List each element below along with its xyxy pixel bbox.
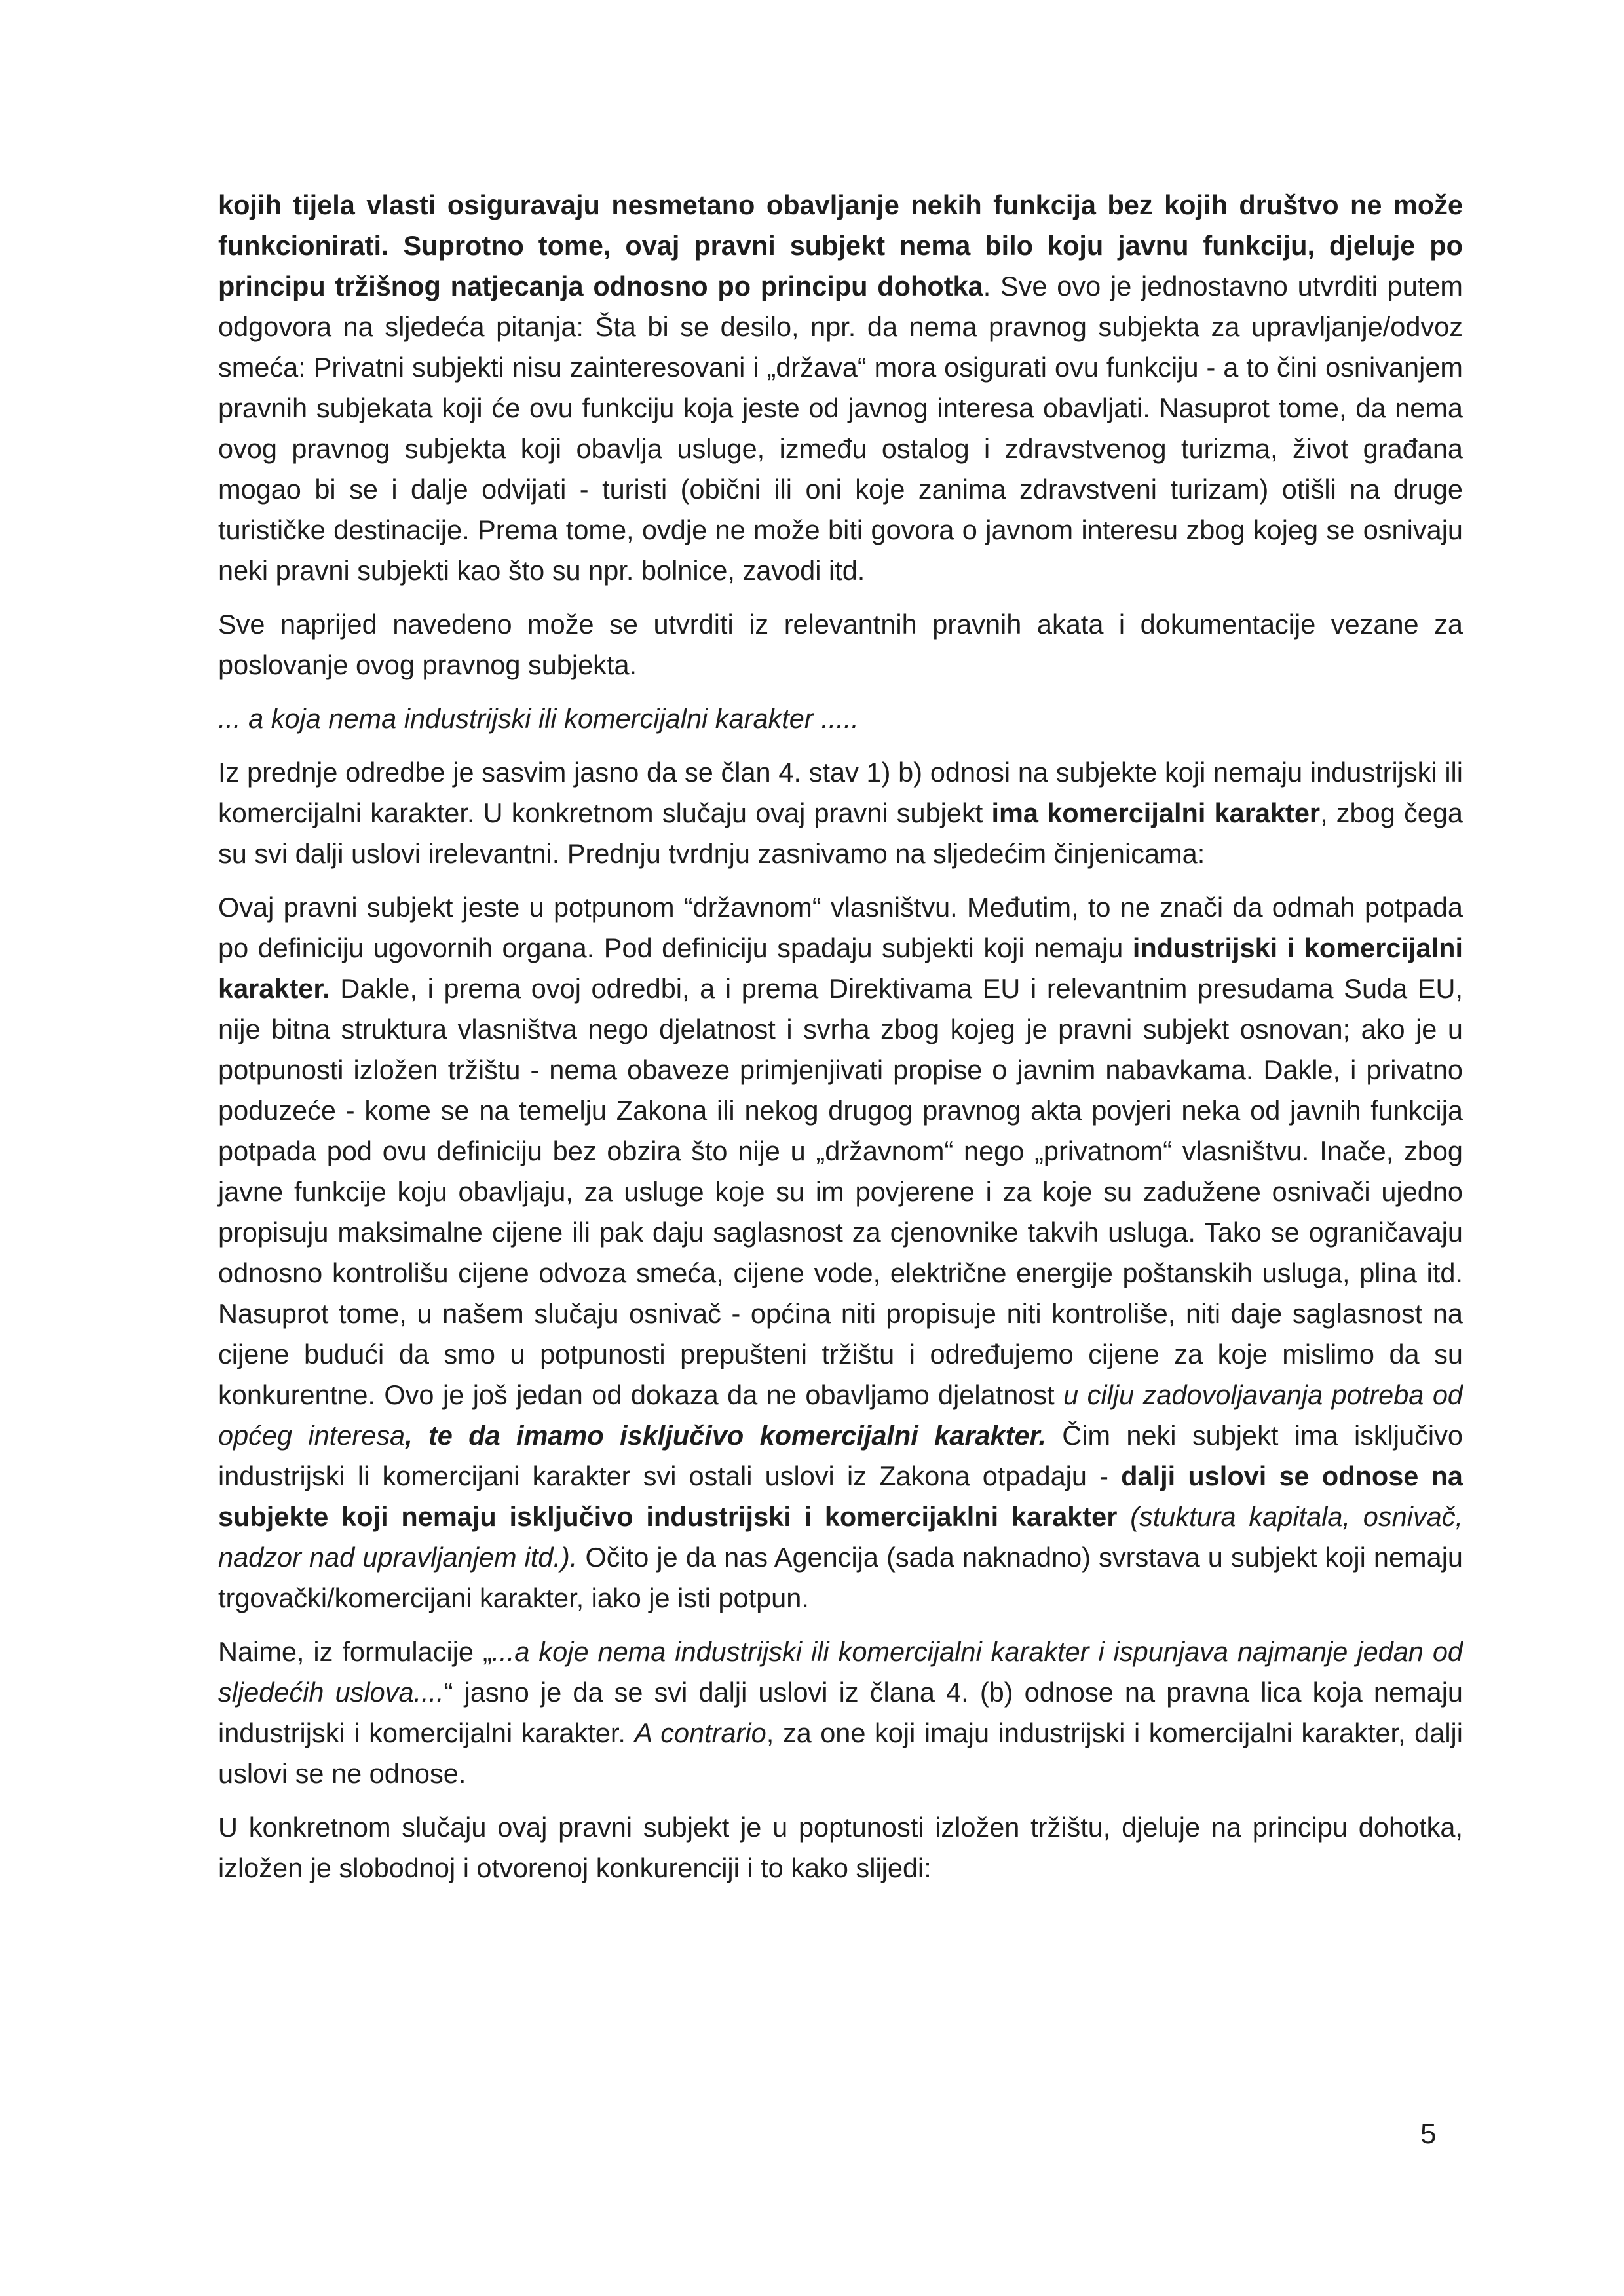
p5-bold-italic-text: , te da imamo isključivo komercijalni karakter. [405,1420,1046,1451]
p5-bold-text-1: industrijski i komercijalni karakter. [218,932,1463,1004]
p6-italic-term: A contrario [634,1717,766,1748]
p5-text-1: Ovaj pravni subjekt jeste u potpunom “državnom“ vlasništvu. Međutim, to ne znači da odmah potpada po definiciju ugovornih organa. Pod definiciju spadaju subjekti koji nemaju [218,892,1463,963]
paragraph-4 [218,752,1463,874]
p1-text: . Sve ovo je jednostavno utvrditi putem odgovora na sljedeća pitanja: Šta bi se desilo, npr. da nema pravnog subjekta za upravljanje/odvoz smeća: Privatni subjekti nisu zainteresovani i „država“ mora osigurati ovu funkciju - a to čini osnivanjem pravnih subjekata koji će ovu funkciju koja jeste od javnog interesa obavljati. Nasuprot tome, da nema ovog pravnog subjekta koji obavlja usluge, između ostalog i zdravstvenog turizma, život građana mogao bi se i dalje odvijati - turisti (obični ili oni koje zanima zdravstveni turizam) otišli na druge turističke destinacije. Prema tome, ovdje ne može biti govora o javnom interesu zbog kojeg se osnivaju neki pravni subjekti kao što su npr. bolnice, zavodi itd. [218,271,1463,586]
paragraph-gap [218,591,1463,604]
paragraph-2: Sve naprijed navedeno može se utvrditi iz relevantnih pravnih akata i dokumentacije vezane za poslovanje ovog pravnog subjekta. [218,609,1463,680]
quoted-provision: ... a koja nema industrijski ili komercijalni karakter ..... [218,703,859,734]
p4-text-1: Iz prednje odredbe je sasvim jasno da se član 4. stav 1) b) odnosi na subjekte koji nemaju industrijski ili komercijalni karakter. U konkretnom slučaju ovaj pravni subjekt [218,757,1463,828]
page-number: 5 [1420,2118,1437,2150]
paragraph-gap [218,1618,1463,1632]
p5-bold-text-2: dalji uslovi se odnose na subjekte koji nemaju isključivo industrijski i komercijaklni karakter [218,1461,1463,1532]
page-body [218,185,1463,1888]
p6-italic-quote: ...a koje nema industrijski ili komercijalni karakter i ispunjava najmanje jedan od sljedećih uslova.... [218,1636,1463,1708]
p5-text-4: Očito je da nas Agencija (sada naknadno) svrstava u subjekt koji nemaju trgovački/komercijani karakter, iako je isti potpun. [218,1542,1463,1613]
paragraph-gap [218,874,1463,887]
paragraph-5 [218,887,1463,1618]
paragraph-gap [218,1794,1463,1807]
paragraph-gap [218,739,1463,752]
paragraph-6 [218,1632,1463,1794]
p5-italic-text-1: u cilju zadovoljavanja potreba od općeg interesa [218,1379,1463,1451]
p6-text-1: Naime, iz formulacije „ [218,1636,492,1667]
paragraph-1 [218,185,1463,591]
p4-text-2: , zbog čega su svi dalji uslovi irelevantni. Prednju tvrdnju zasnivamo na sljedećim činjenicama: [218,797,1463,869]
p1-bold-text: kojih tijela vlasti osiguravaju nesmetano obavljanje nekih funkcija bez kojih društvo ne može funkcionirati. Suprotno tome, ovaj pravni subjekt nema bilo koju javnu funkciju, djeluje po principu tržišnog natjecanja odnosno po principu dohotka [218,189,1463,301]
p6-text-2: “ jasno je da se svi dalji uslovi iz člana 4. (b) odnose na pravna lica koja nemaju industrijski i komercijalni karakter. [218,1677,1463,1748]
p6-text-3: , za one koji imaju industrijski i komercijalni karakter, dalji uslovi se ne odnose. [218,1717,1463,1789]
p4-bold-text: ima komercijalni karakter [991,797,1321,828]
paragraph-gap [218,685,1463,698]
p5-italic-text-2: (stuktura kapitala, osnivač, nadzor nad upravljanjem itd.). [218,1501,1463,1573]
p5-text-2: Dakle, i prema ovoj odredbi, a i prema Direktivama EU i relevantnim presudama Suda EU, nije bitna struktura vlasništva nego djelatnost i svrha zbog kojeg je pravni subjekt osnovan; ako je u potpunosti izložen tržištu - nema obaveze primjenjivati propise o javnim nabavkama. Dakle, i privatno poduzeće - kome se na temelju Zakona ili nekog drugog pravnog akta povjeri neka od javnih funkcija potpada pod ovu definiciju bez obzira što nije u „državnom“ nego „privatnom“ vlasništvu. Inače, zbog javne funkcije koju obavljaju, za usluge koje su im povjerene i za koje su zadužene osnivači ujedno propisuju maksimalne cijene ili pak daju saglasnost za cjenovnike takvih usluga. Tako se ograničavaju odnosno kontrolišu cijene odvoza smeća, cijene vode, električne energije poštanskih usluga, plina itd. Nasuprot tome, u našem slučaju osnivač - općina niti propisuje niti kontroliše, niti daje saglasnost na cijene budući da smo u potpunosti prepušteni tržištu i određujemo cijene za koje mislimo da su konkurentne. Ovo je još jedan od dokaza da ne obavljamo djelatnost [218,973,1463,1410]
p5-text-3: Čim neki subjekt ima isključivo industrijski li komercijani karakter svi ostali uslovi iz Zakona otpadaju - [218,1420,1463,1491]
paragraph-7: U konkretnom slučaju ovaj pravni subjekt je u poptunosti izložen tržištu, djeluje na principu dohotka, izložen je slobodnoj i otvorenoj konkurenciji i to kako slijedi: [218,1812,1463,1883]
